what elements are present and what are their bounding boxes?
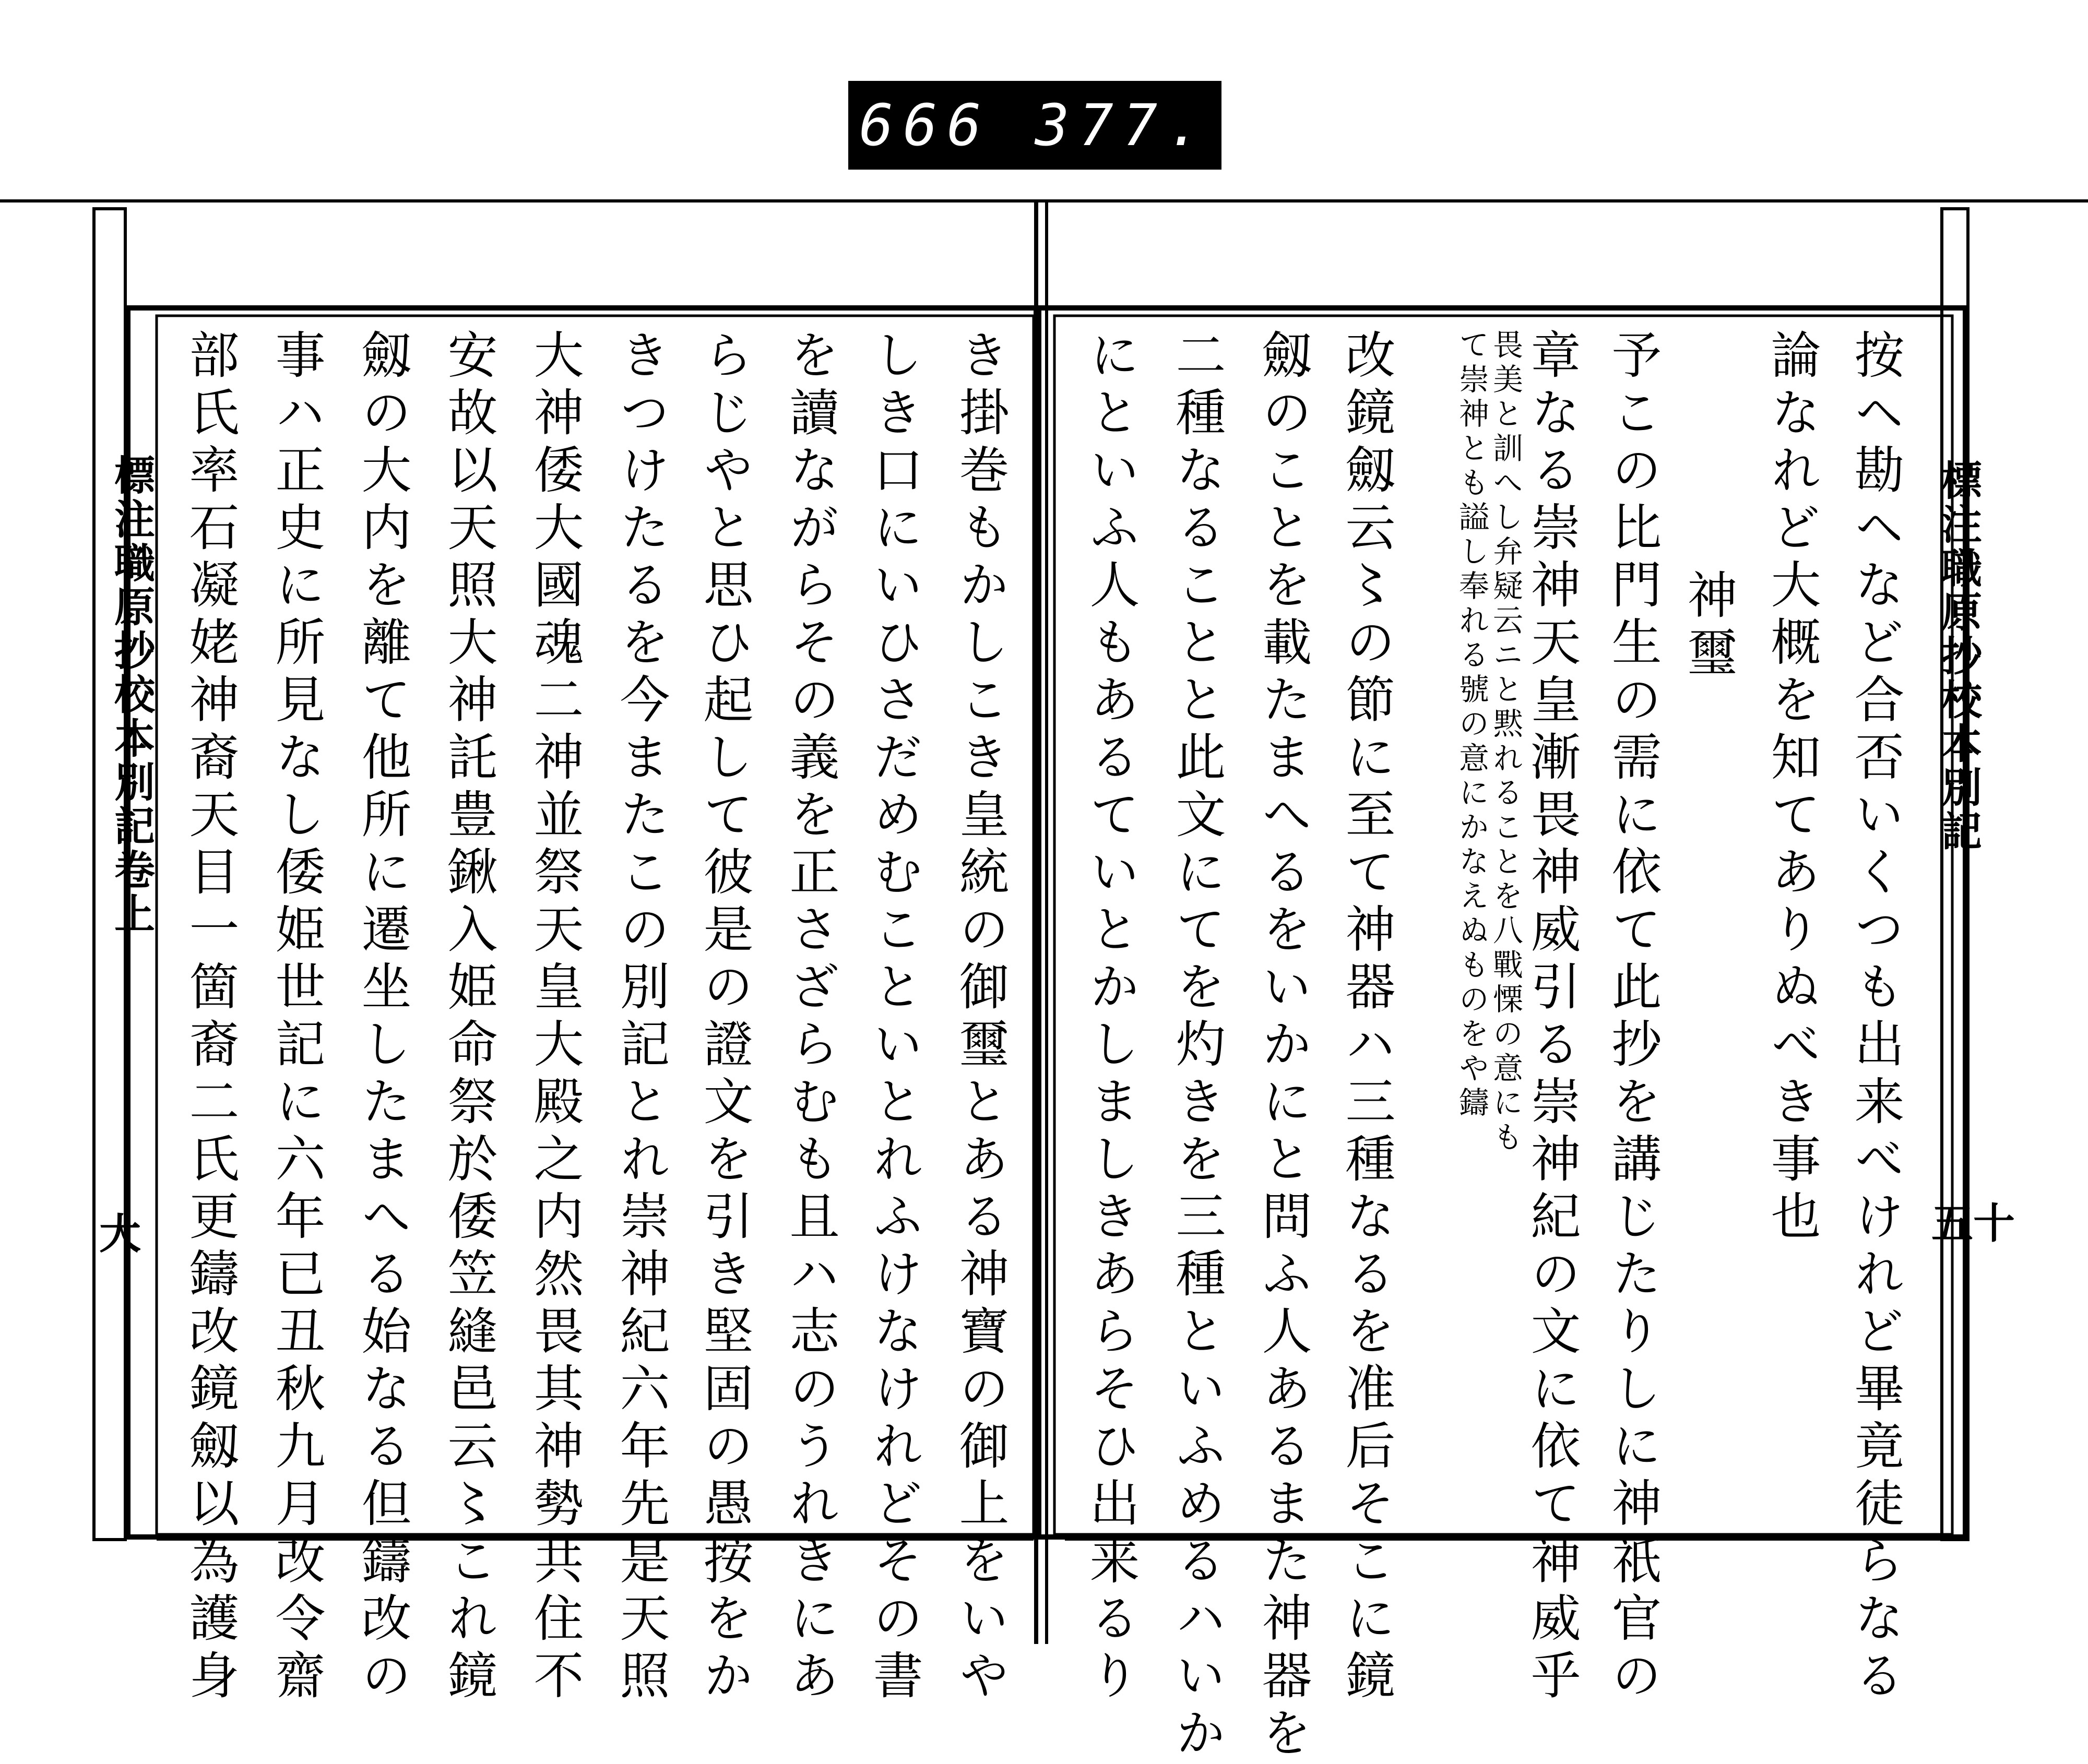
text-column: 劔の大内を離て他所に遷坐したまへる始なる但鑄改の bbox=[353, 329, 412, 1707]
annotation-column: 畏美と訓へし弁疑云ニと黙れることを八戰慄の意にも bbox=[1488, 329, 1523, 1155]
text-column: 章なる崇神天皇漸畏神威引る崇神紀の文に依て神威乎 bbox=[1523, 329, 1581, 1707]
text-column: 改鏡劔云〻の節に至て神器ハ三種なるを准后そこに鏡 bbox=[1337, 329, 1396, 1707]
text-column: を讀ながらその義を正さざらむも且ハ志のうれきにあ bbox=[781, 329, 840, 1707]
text-column: 劔のことを載たまへるをいかにと問ふ人あるまた神器を bbox=[1254, 329, 1312, 1764]
text-column: 按ヘ勘ヘなど合否いくつも出来べけれど畢竟徒らなる bbox=[1846, 329, 1905, 1707]
text-column: き掛巻もかしこき皇統の御璽とある神寶の御上をいや bbox=[951, 329, 1010, 1707]
text-column: しき口にいひさだめむこといとれふけなけれどその書 bbox=[865, 329, 923, 1707]
right-page-folio: 五十 bbox=[1931, 1199, 2015, 1248]
text-column: 二種なることと此文にてを灼きを三種といふめるハいか bbox=[1168, 329, 1226, 1764]
left-page-running-title: 標注職原抄校本別記卷上 bbox=[108, 454, 155, 936]
text-column: 安故以天照大神託豊鍬入姫命祭於倭笠縫邑云〻これ鏡 bbox=[440, 329, 498, 1707]
text-column: にといふ人もあるていとかしましきあらそひ出来るり bbox=[1082, 329, 1140, 1707]
left-page-folio: 大 bbox=[99, 1209, 141, 1258]
text-column: きつけたるを今またこの別記とれ崇神紀六年先是天照 bbox=[612, 329, 670, 1707]
section-heading: 神璽 bbox=[1679, 569, 1738, 684]
text-column: 部氏率石凝姥神裔天目一箇裔二氏更鑄改鏡劔以為護身 bbox=[181, 329, 240, 1707]
text-column: 事ハ正史に所見なし倭姫世記に六年已丑秋九月改令齋 bbox=[267, 329, 326, 1707]
text-column: らじやと思ひ起して彼是の證文を引き堅固の愚按をか bbox=[695, 329, 754, 1707]
text-column: 予この比門生の需に依て此抄を講じたりしに神祇官の bbox=[1604, 329, 1662, 1707]
archive-label-number: 666 377. bbox=[859, 92, 1211, 159]
right-page-running-title: 標注職原抄校本別記 bbox=[1935, 459, 1982, 854]
text-column: 論なれど大概を知てありぬべき事也 bbox=[1763, 329, 1821, 1247]
annotation-column: て崇神とも謚し奉れる號の意にかなえぬものをや鑄 bbox=[1454, 329, 1489, 1121]
text-column: 大神倭大國魂二神並祭天皇大殿之内然畏其神勢共住不 bbox=[526, 329, 584, 1707]
